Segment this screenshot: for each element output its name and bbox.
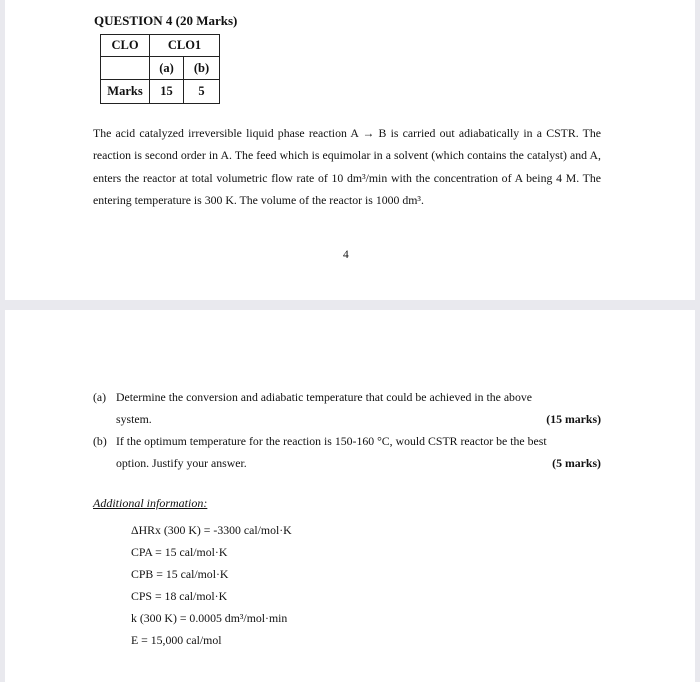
part-b-label: (b) xyxy=(93,434,107,448)
info-item-cps: CPS = 18 cal/mol·K xyxy=(131,589,228,603)
info-item-rate-constant: k (300 K) = 0.0005 dm³/mol·min xyxy=(131,611,288,625)
part-a-header: (a) xyxy=(150,57,184,80)
info-item-activation-energy: E = 15,000 cal/mol xyxy=(131,633,222,647)
part-a-line1: Determine the conversion and adiabatic temperature that could be achieved in the above xyxy=(116,390,532,404)
part-b-marks: (5 marks) xyxy=(552,456,601,470)
part-b-header: (b) xyxy=(184,57,220,80)
info-item-cpb: CPB = 15 cal/mol·K xyxy=(131,567,229,581)
document-page-2 xyxy=(5,310,695,682)
additional-info-heading: Additional information: xyxy=(93,496,208,510)
additional-info-list xyxy=(131,519,292,651)
marks-label-cell: Marks xyxy=(101,80,150,104)
part-b-line2: option. Justify your answer. xyxy=(116,456,247,470)
question-title: QUESTION 4 (20 Marks) xyxy=(94,13,238,28)
question-part-b xyxy=(93,430,601,474)
marks-b-cell: 5 xyxy=(184,80,220,104)
marks-a-cell: 15 xyxy=(150,80,184,104)
part-a-marks: (15 marks) xyxy=(546,412,601,426)
part-b-line1: If the optimum temperature for the reaction is 150-160 °C, would CSTR reactor be the best xyxy=(116,434,547,448)
clo-value-cell: CLO1 xyxy=(150,35,220,57)
part-a-line2: system. xyxy=(116,412,152,426)
problem-statement: The acid catalyzed irreversible liquid phase reaction A → B is carried out adiabatically in a CSTR. The reaction is second order in A. The feed which is equimolar in a solvent (which contains the catalyst) and A, enters the reactor at total volumetric flow rate of 10 dm³/min with the concentration of A being 4 M. The entering temperature is 300 K. The volume of the reactor is 1000 dm³. xyxy=(93,126,601,207)
page-number: 4 xyxy=(343,249,349,261)
part-a-label: (a) xyxy=(93,390,107,404)
empty-cell xyxy=(101,57,150,80)
document-page-1 xyxy=(5,0,695,300)
info-item-cpa: CPA = 15 cal/mol·K xyxy=(131,545,228,559)
info-item-enthalpy: ΔHRx (300 K) = -3300 cal/mol·K xyxy=(131,523,292,537)
clo-header-cell: CLO xyxy=(101,35,150,57)
question-part-a xyxy=(93,386,601,430)
clo-marks-table xyxy=(100,34,220,104)
